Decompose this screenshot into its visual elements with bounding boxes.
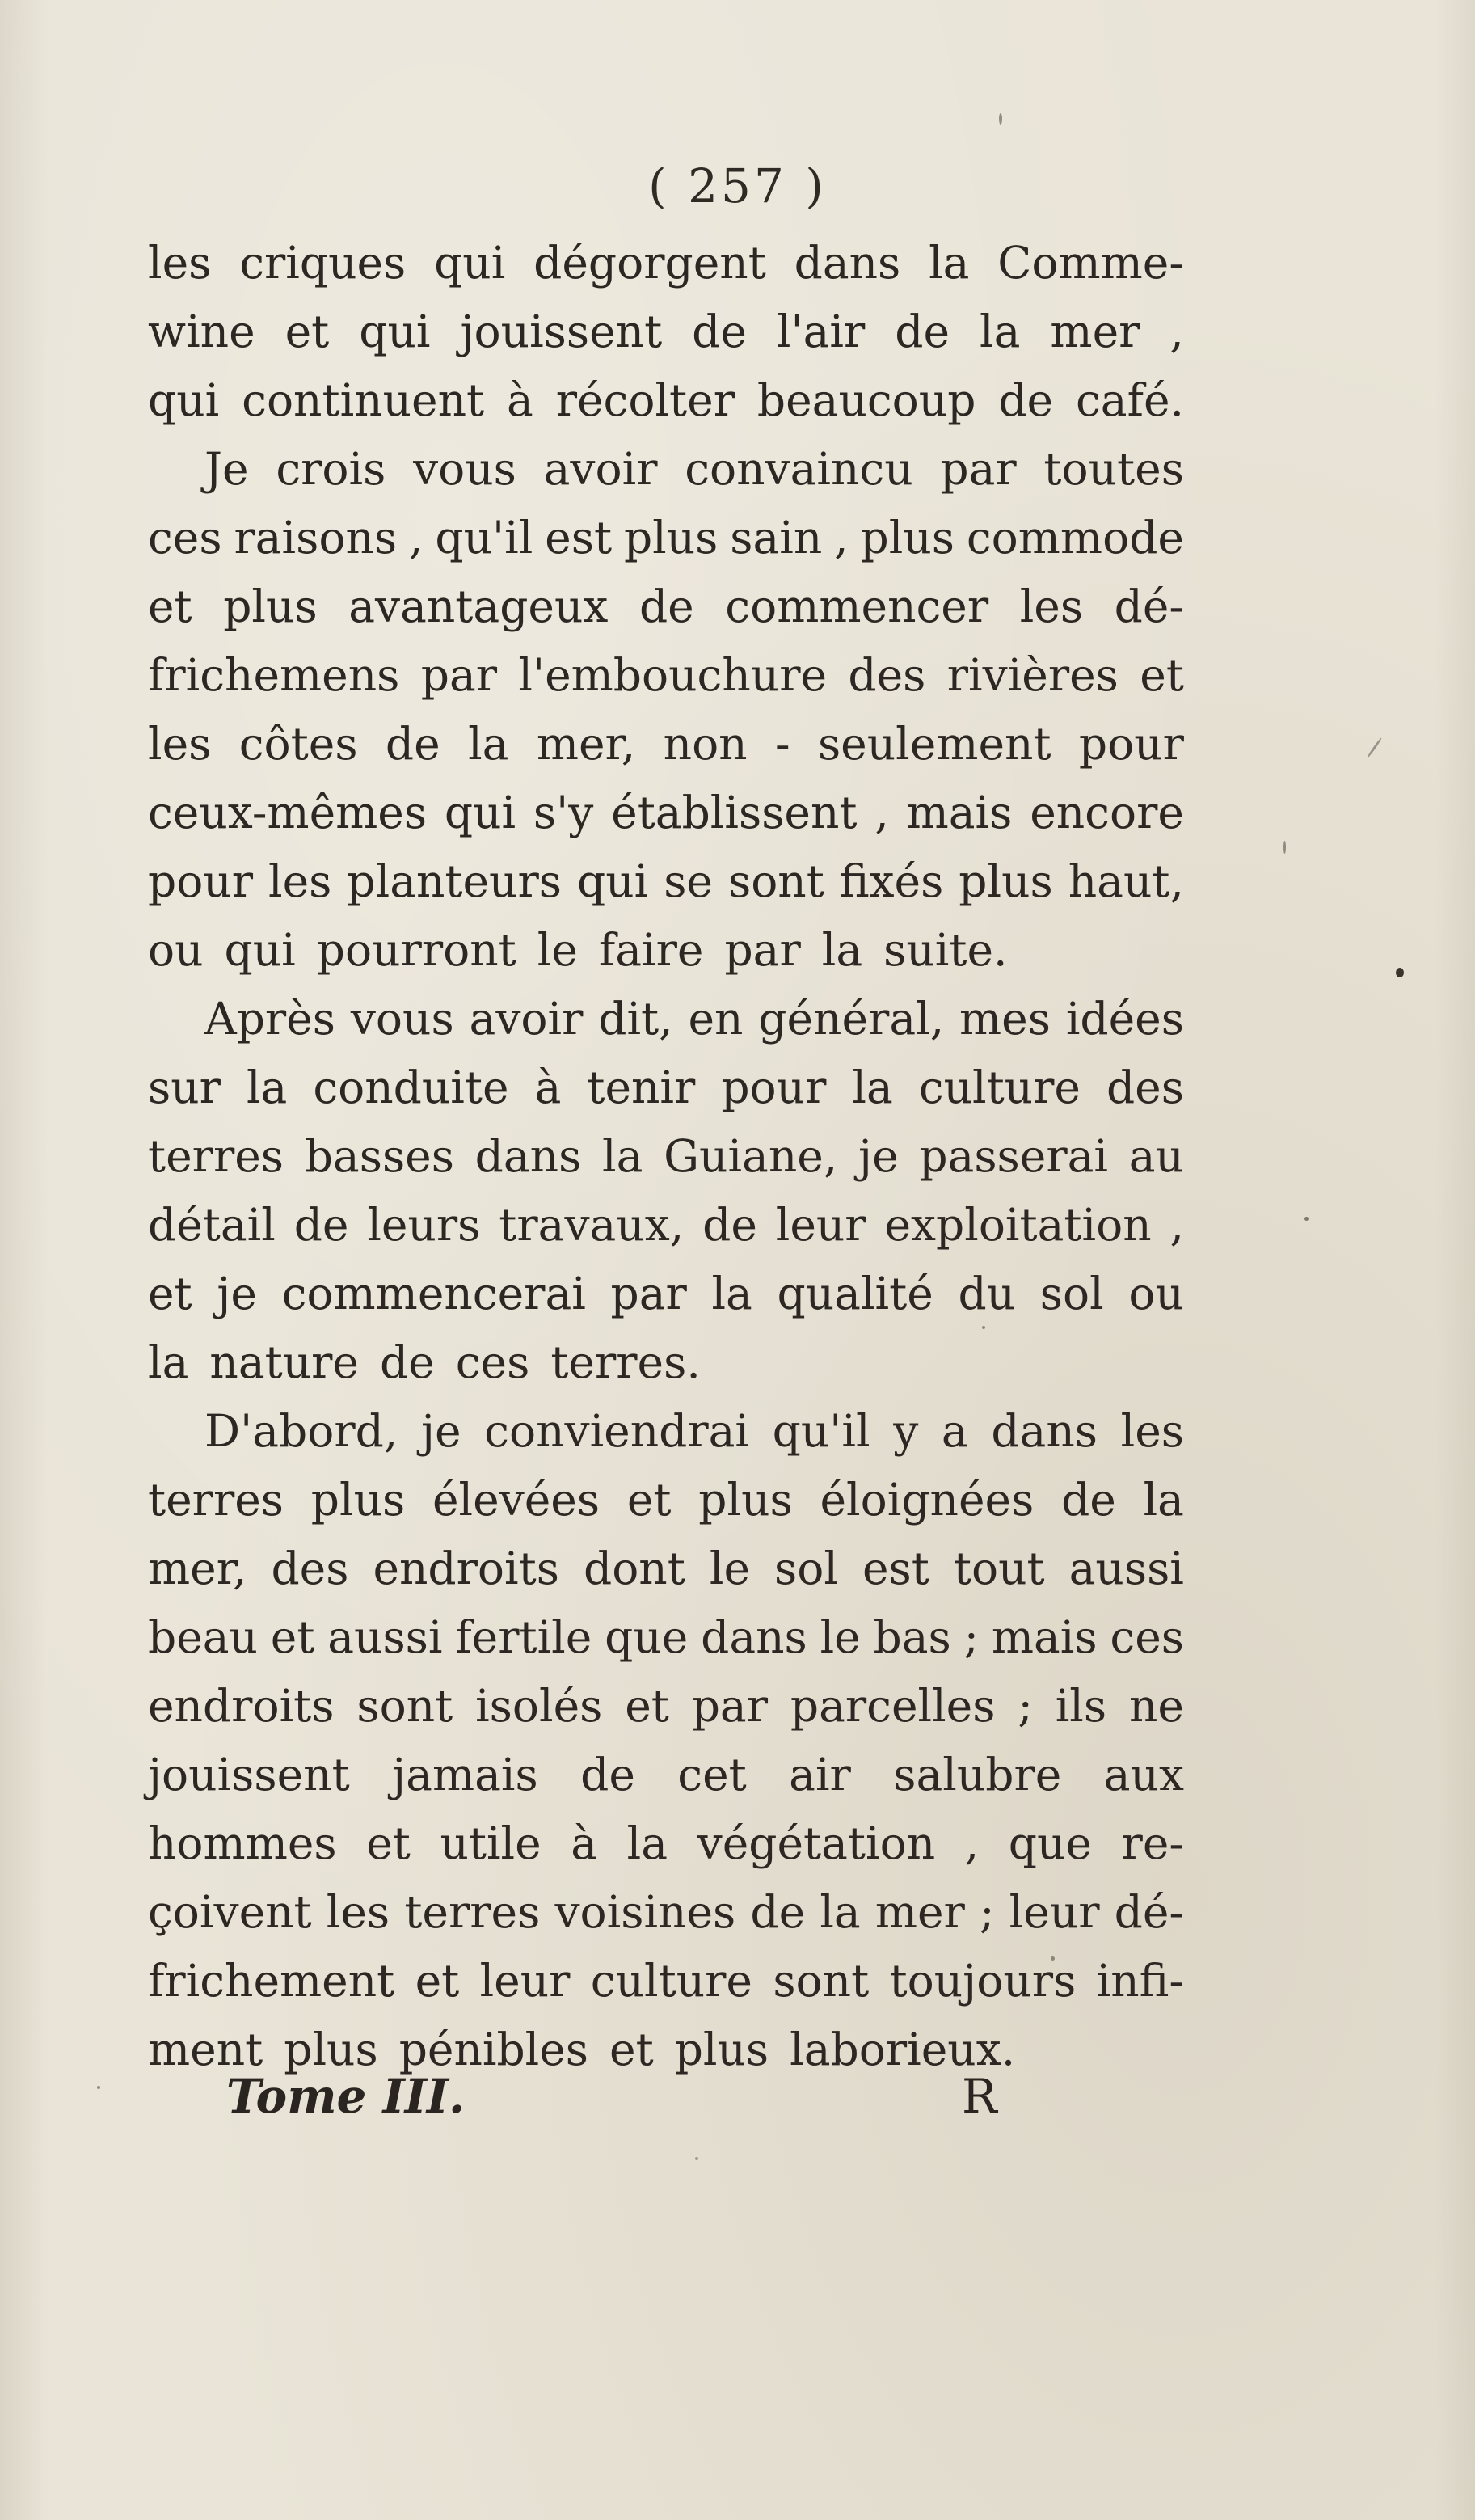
word: les <box>1120 1405 1184 1457</box>
word: plus <box>674 2024 769 2075</box>
word: mer <box>1050 306 1140 357</box>
word: hommes <box>148 1817 337 1869</box>
word: ils <box>1055 1680 1107 1732</box>
word: criques <box>239 237 407 289</box>
text-line <box>148 1260 1184 1328</box>
word: tenir <box>587 1062 696 1113</box>
word: la <box>852 1062 893 1113</box>
word: par <box>420 649 498 701</box>
word: mais <box>991 1611 1098 1663</box>
text-line <box>148 504 1184 572</box>
page-footer <box>0 2060 1475 2133</box>
word: , <box>874 787 889 838</box>
text-line <box>148 1672 1184 1741</box>
word: nature <box>209 1336 359 1388</box>
word: suite. <box>883 924 1008 976</box>
word: que <box>605 1611 689 1663</box>
word: de <box>293 1199 349 1251</box>
word: de <box>379 1336 435 1388</box>
word: éloignées <box>820 1474 1035 1526</box>
word: , <box>834 512 849 564</box>
word: leur <box>775 1199 866 1251</box>
word: cet <box>677 1749 747 1800</box>
word: infi- <box>1096 1955 1184 2007</box>
word: non <box>663 718 748 770</box>
word: côtes <box>238 718 358 770</box>
text-line <box>148 985 1184 1053</box>
word: terres <box>148 1130 284 1182</box>
word: la <box>626 1817 668 1869</box>
word: tout <box>953 1543 1045 1594</box>
word: les <box>268 855 332 907</box>
word: en <box>688 993 744 1045</box>
word: mes <box>959 993 1051 1045</box>
word: ; <box>963 1611 980 1663</box>
word: pénibles <box>398 2024 589 2075</box>
text-line <box>148 1809 1184 1878</box>
text-line <box>148 1122 1184 1191</box>
word: la <box>468 718 509 770</box>
word: général, <box>758 993 945 1045</box>
word: dans <box>474 1130 582 1182</box>
word: ces <box>1110 1611 1184 1663</box>
word: aussi <box>327 1611 443 1663</box>
word: de <box>638 580 694 632</box>
text-line <box>148 1741 1184 1809</box>
word: basses <box>304 1130 454 1182</box>
text-line <box>148 1191 1184 1260</box>
word: leurs <box>367 1199 481 1251</box>
word: élevées <box>432 1474 601 1526</box>
word: culture <box>918 1062 1081 1113</box>
word: et <box>148 580 192 632</box>
word: le <box>820 1611 861 1663</box>
text-line <box>148 229 1184 298</box>
word: rivières <box>946 649 1119 701</box>
word: culture <box>590 1955 752 2007</box>
word: je <box>420 1405 461 1457</box>
word: ment <box>148 2024 263 2075</box>
word: à <box>507 374 533 426</box>
word: avoir <box>543 443 658 495</box>
word: y <box>893 1405 919 1457</box>
word: et <box>415 1955 460 2007</box>
word: seulement <box>817 718 1051 770</box>
word: a <box>941 1405 968 1457</box>
word: plus <box>698 1474 793 1526</box>
word: terres. <box>550 1336 701 1388</box>
word: la <box>602 1130 643 1182</box>
word: établissent <box>611 787 858 838</box>
word: qui <box>148 374 220 426</box>
word: de <box>702 1199 757 1251</box>
word: café. <box>1076 374 1184 426</box>
word: qu'il <box>772 1405 870 1457</box>
word: continuent <box>242 374 485 426</box>
word: s'y <box>533 787 594 838</box>
word: conduite <box>313 1062 509 1113</box>
word: beau <box>148 1611 258 1663</box>
word: toutes <box>1043 443 1184 495</box>
word: les <box>148 237 212 289</box>
text-line <box>148 641 1184 710</box>
ink-speck <box>1304 1217 1309 1221</box>
word: encore <box>1030 787 1184 838</box>
ink-speck <box>1396 968 1404 977</box>
word: parcelles <box>790 1680 996 1732</box>
word: dont <box>583 1543 685 1594</box>
body-text <box>148 229 1184 2084</box>
word: par <box>691 1680 769 1732</box>
word: jouissent <box>460 306 663 357</box>
word: qualité <box>777 1268 933 1319</box>
word: de <box>692 306 747 357</box>
page-number: ( 257 ) <box>648 158 827 213</box>
word: que <box>1008 1817 1092 1869</box>
word: leur <box>479 1955 571 2007</box>
ink-speck <box>1367 737 1383 758</box>
word: et <box>270 1611 315 1663</box>
word: est <box>862 1543 929 1594</box>
word: ces <box>148 512 222 564</box>
word: çoivent <box>148 1886 312 1938</box>
word: frichement <box>148 1955 395 2007</box>
word: et <box>148 1268 192 1319</box>
word: la <box>821 924 863 976</box>
word: des <box>1106 1062 1184 1113</box>
word: la <box>980 306 1021 357</box>
word: se <box>664 855 713 907</box>
word: - <box>774 718 790 770</box>
word: , <box>964 1817 980 1869</box>
word: des <box>271 1543 349 1594</box>
word: bas <box>873 1611 951 1663</box>
word: les <box>148 718 212 770</box>
text-line <box>148 1947 1184 2016</box>
word: est <box>545 512 613 564</box>
word: le <box>537 924 578 976</box>
word: aussi <box>1068 1543 1184 1594</box>
word: terres <box>148 1474 284 1526</box>
word: wine <box>148 306 255 357</box>
word: de <box>750 1886 806 1938</box>
word: convaincu <box>685 443 913 495</box>
word: et <box>284 306 330 357</box>
word: dé- <box>1114 580 1184 632</box>
word: dégorgent <box>533 237 766 289</box>
word: au <box>1128 1130 1184 1182</box>
word: la <box>148 1336 189 1388</box>
word: utile <box>440 1817 542 1869</box>
word: passerai <box>919 1130 1108 1182</box>
word: Je <box>204 443 249 495</box>
word: sont <box>356 1680 453 1732</box>
text-line <box>148 710 1184 779</box>
word: haut, <box>1068 855 1184 907</box>
text-line <box>148 1053 1184 1122</box>
word: leur <box>1009 1886 1100 1938</box>
word: planteurs <box>347 855 562 907</box>
word: D'abord, <box>204 1405 398 1457</box>
word: jamais <box>392 1749 538 1800</box>
word: ceux-mêmes <box>148 787 428 838</box>
text-line <box>148 298 1184 366</box>
word: , <box>1169 1199 1184 1251</box>
word: avantageux <box>348 580 609 632</box>
word: à <box>571 1817 598 1869</box>
signature-mark: R <box>962 2069 997 2124</box>
word: par <box>940 443 1017 495</box>
text-line <box>148 1603 1184 1672</box>
word: je <box>217 1268 257 1319</box>
word: Comme- <box>997 237 1184 289</box>
word: mer, <box>148 1543 247 1594</box>
word: et <box>1140 649 1184 701</box>
word: plus <box>959 855 1053 907</box>
word: ; <box>979 1886 995 1938</box>
word: commencerai <box>281 1268 586 1319</box>
word: la <box>711 1268 752 1319</box>
word: air <box>789 1749 851 1800</box>
word: ou <box>148 924 204 976</box>
word: voisines <box>554 1886 736 1938</box>
word: Guiane, <box>664 1130 838 1182</box>
word: et <box>366 1817 411 1869</box>
word: plus <box>284 2024 378 2075</box>
text-line <box>148 435 1184 504</box>
word: sol <box>774 1543 838 1594</box>
word: l'air <box>776 306 866 357</box>
word: commode <box>966 512 1184 564</box>
word: qui <box>434 237 506 289</box>
word: , <box>409 512 424 564</box>
text-line <box>148 847 1184 916</box>
word: de <box>580 1749 635 1800</box>
word: exploitation <box>884 1199 1152 1251</box>
word: salubre <box>893 1749 1062 1800</box>
word: idées <box>1065 993 1184 1045</box>
word: pourront <box>316 924 516 976</box>
ink-speck <box>1283 841 1286 854</box>
word: re- <box>1121 1817 1184 1869</box>
word: la <box>246 1062 288 1113</box>
word: isolés <box>475 1680 603 1732</box>
text-line <box>148 916 1184 985</box>
word: dans <box>701 1611 807 1663</box>
word: par <box>724 924 801 976</box>
word: pour <box>148 855 254 907</box>
text-line <box>148 366 1184 435</box>
word: ; <box>1018 1680 1033 1732</box>
word: travaux, <box>499 1199 685 1251</box>
text-line <box>148 1466 1184 1534</box>
word: sol <box>1039 1268 1104 1319</box>
word: pour <box>1078 718 1184 770</box>
text-line <box>148 1328 1184 1397</box>
text-line <box>148 1534 1184 1603</box>
word: de <box>998 374 1054 426</box>
word: végétation <box>697 1817 936 1869</box>
word: aux <box>1103 1749 1184 1800</box>
word: commencer <box>725 580 989 632</box>
word: , <box>1169 306 1184 357</box>
word: Après <box>204 993 335 1045</box>
word: pour <box>721 1062 827 1113</box>
word: mais <box>906 787 1013 838</box>
text-line <box>148 1397 1184 1466</box>
word: ne <box>1128 1680 1184 1732</box>
word: sont <box>773 1955 870 2007</box>
word: sain <box>730 512 823 564</box>
word: plus <box>860 512 955 564</box>
word: frichemens <box>148 649 400 701</box>
word: dit, <box>598 993 673 1045</box>
word: raisons <box>234 512 398 564</box>
word: endroits <box>373 1543 559 1594</box>
word: faire <box>598 924 704 976</box>
word: et <box>609 2024 654 2075</box>
word: le <box>709 1543 750 1594</box>
word: dé- <box>1114 1886 1184 1938</box>
word: ces <box>455 1336 530 1388</box>
word: récolter <box>555 374 735 426</box>
word: sont <box>727 855 824 907</box>
word: terres <box>404 1886 541 1938</box>
word: dans <box>794 237 901 289</box>
word: plus <box>223 580 318 632</box>
text-line <box>148 1878 1184 1947</box>
word: laborieux. <box>790 2024 1016 2075</box>
ink-speck <box>695 2157 698 2160</box>
word: ou <box>1128 1268 1184 1319</box>
word: et <box>626 1474 672 1526</box>
word: mer, <box>536 718 636 770</box>
word: qui <box>576 855 649 907</box>
word: et <box>625 1680 669 1732</box>
word: je <box>858 1130 899 1182</box>
word: beaucoup <box>756 374 976 426</box>
text-line <box>148 779 1184 847</box>
word: qu'il <box>435 512 533 564</box>
word: par <box>610 1268 687 1319</box>
word: la <box>929 237 970 289</box>
word: sur <box>148 1062 221 1113</box>
word: de <box>1061 1474 1116 1526</box>
word: dans <box>991 1405 1098 1457</box>
word: toujours <box>889 1955 1077 2007</box>
word: détail <box>148 1199 276 1251</box>
word: l'embouchure <box>518 649 828 701</box>
word: mer <box>874 1886 965 1938</box>
ink-speck <box>999 113 1002 125</box>
word: de <box>385 718 440 770</box>
word: vous <box>350 993 454 1045</box>
word: fertile <box>455 1611 592 1663</box>
word: conviendrai <box>484 1405 750 1457</box>
word: fixés <box>839 855 944 907</box>
word: plus <box>623 512 719 564</box>
volume-label: Tome III. <box>226 2069 466 2124</box>
word: de <box>895 306 950 357</box>
word: crois <box>276 443 386 495</box>
word: endroits <box>148 1680 335 1732</box>
word: jouissent <box>148 1749 350 1800</box>
word: qui <box>444 787 516 838</box>
word: la <box>1143 1474 1184 1526</box>
word: à <box>534 1062 562 1113</box>
word: des <box>848 649 926 701</box>
word: les <box>326 1886 390 1938</box>
text-line <box>148 572 1184 641</box>
word: du <box>958 1268 1016 1319</box>
word: la <box>820 1886 861 1938</box>
word: avoir <box>469 993 584 1045</box>
word: qui <box>359 306 431 357</box>
word: les <box>1019 580 1084 632</box>
word: qui <box>224 924 296 976</box>
word: vous <box>413 443 516 495</box>
word: plus <box>310 1474 406 1526</box>
